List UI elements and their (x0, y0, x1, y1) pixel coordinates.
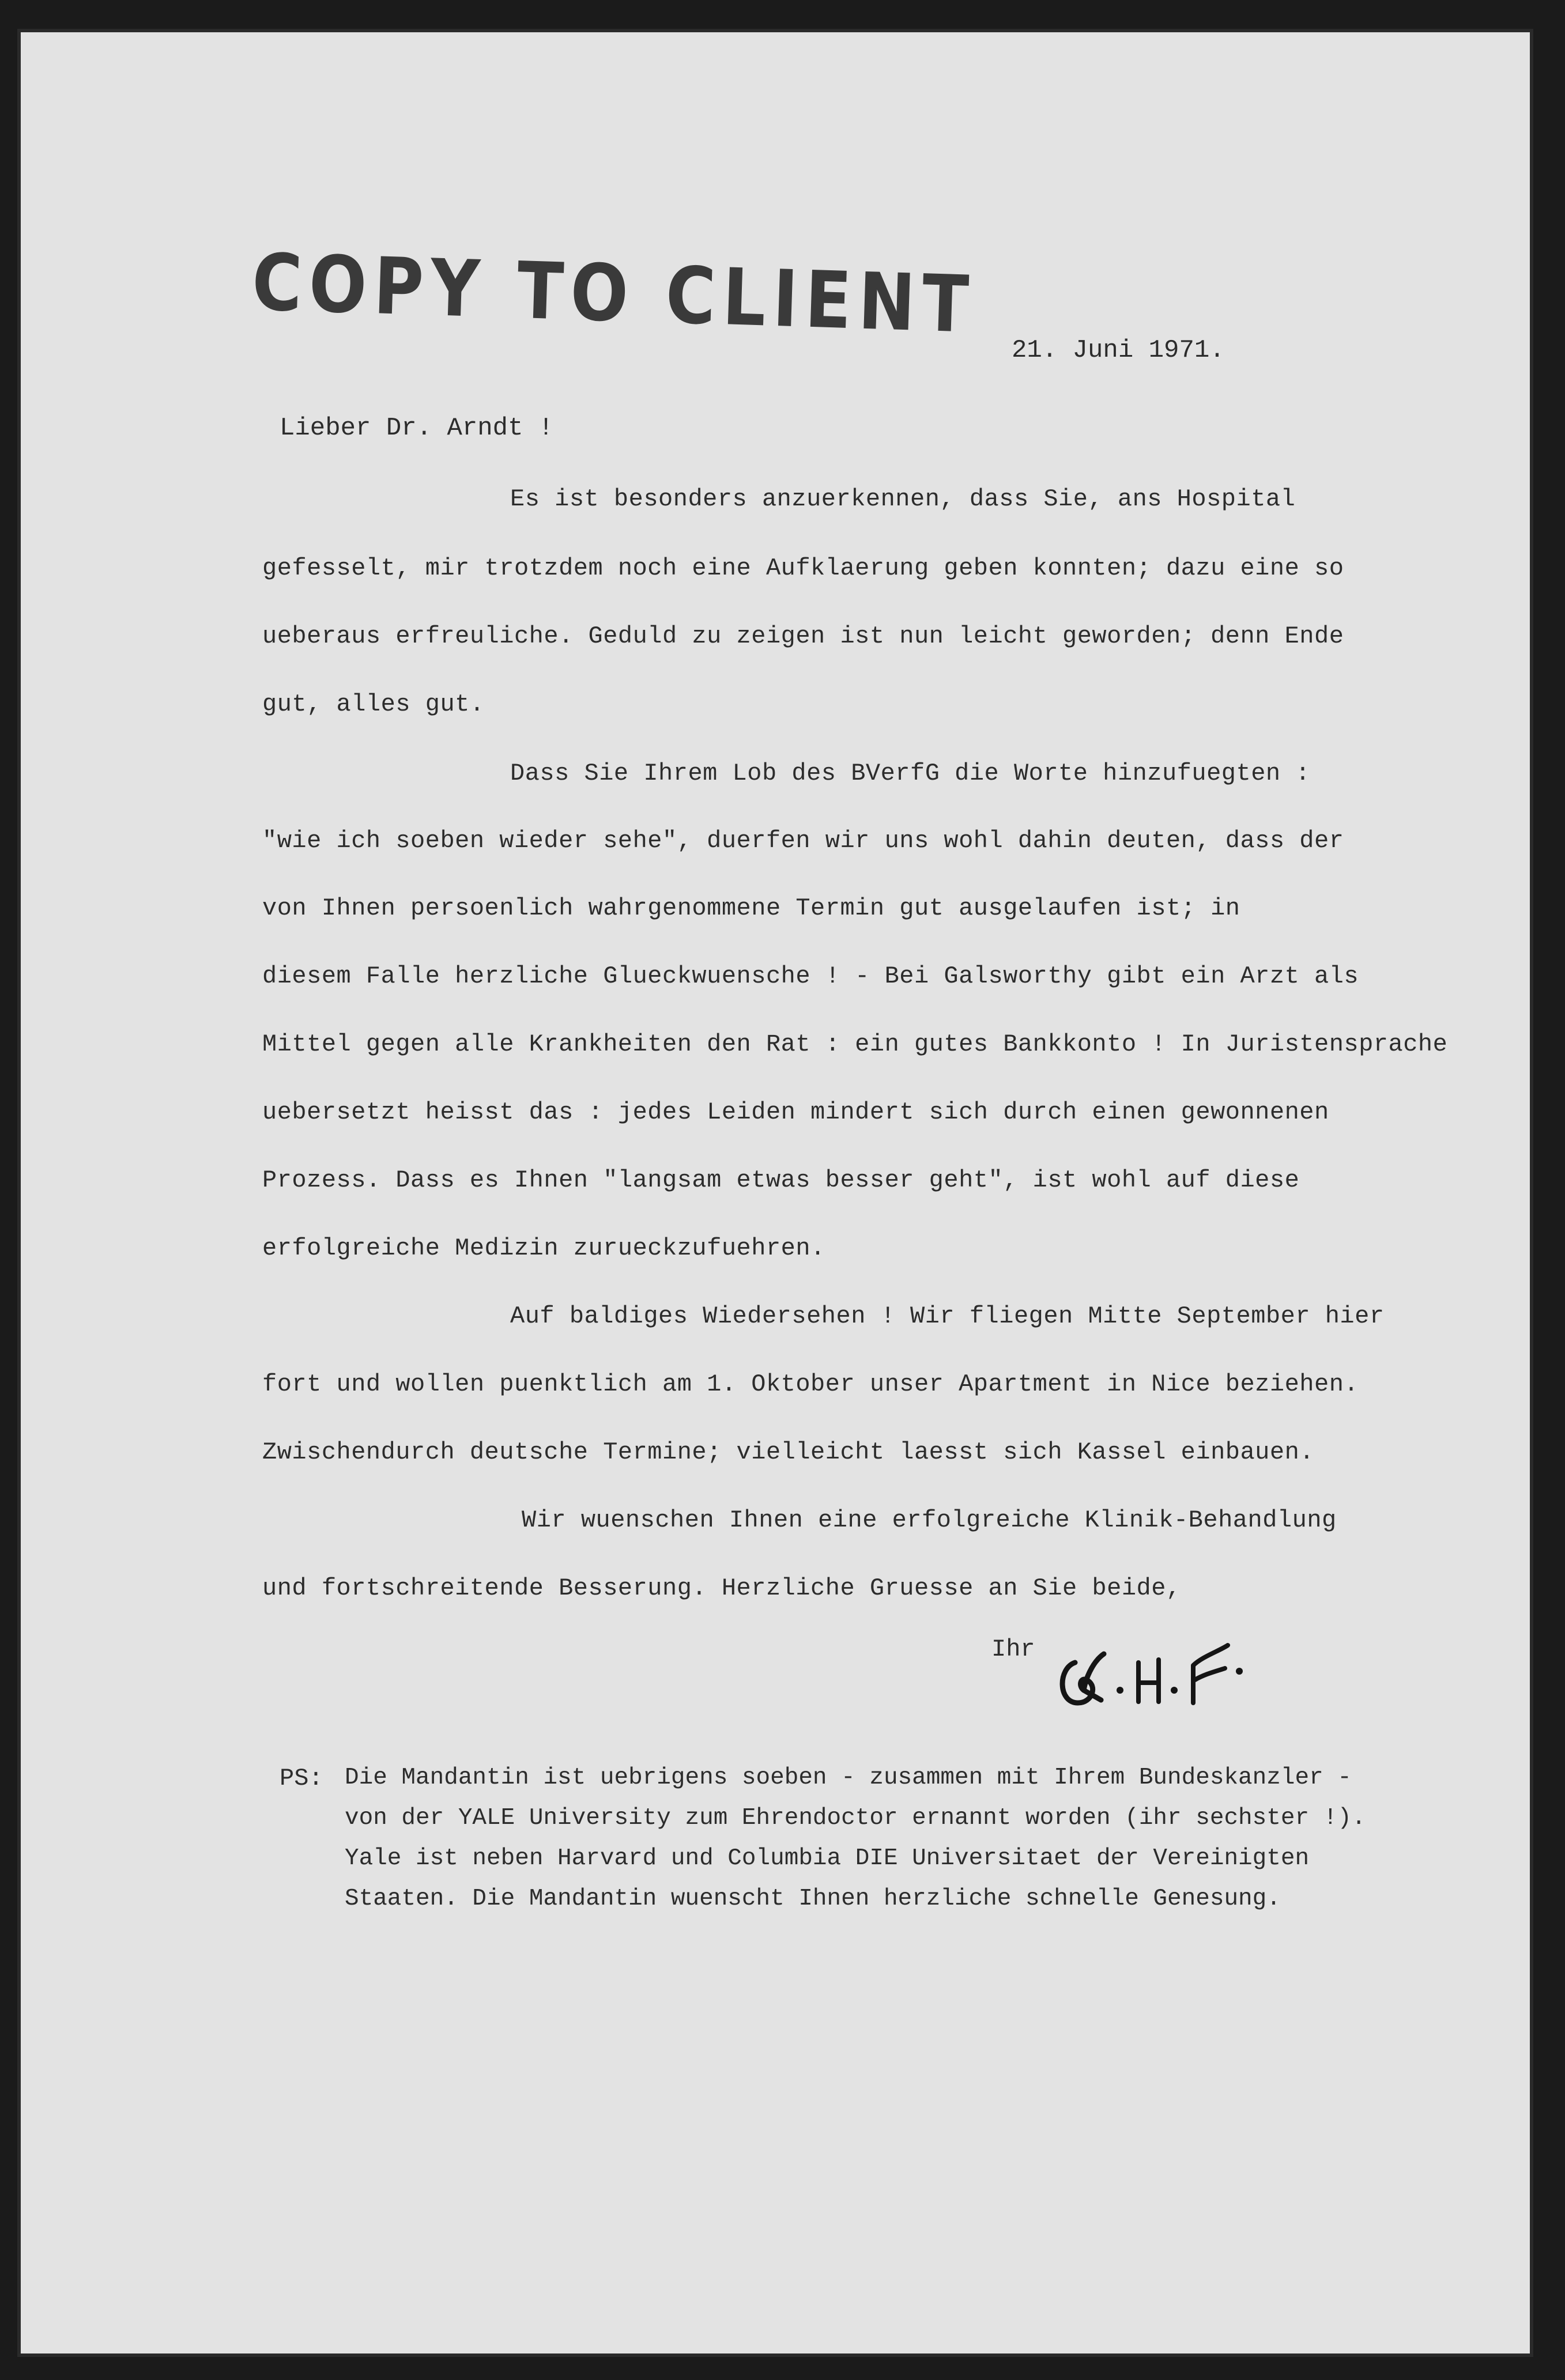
ps-line: Staaten. Die Mandantin wuenscht Ihnen herzliche schnelle Genesung. (345, 1886, 1281, 1912)
body-line: von Ihnen persoenlich wahrgenommene Termin gut ausgelaufen ist; in (262, 894, 1240, 922)
body-line: "wie ich soeben wieder sehe", duerfen wir uns wohl dahin deuten, dass der (262, 827, 1344, 855)
body-line: Es ist besonders anzuerkennen, dass Sie, ans Hospital (510, 485, 1296, 513)
letter-page (17, 29, 1533, 2357)
body-line: und fortschreitende Besserung. Herzliche Gruesse an Sie beide, (262, 1574, 1181, 1602)
closing-word: Ihr (991, 1635, 1035, 1663)
body-line: Dass Sie Ihrem Lob des BVerfG die Worte hinzufuegten : (510, 760, 1311, 787)
body-line: Mittel gegen alle Krankheiten den Rat : ein gutes Bankkonto ! In Juristensprache (262, 1030, 1448, 1058)
ps-line: von der YALE University zum Ehrendoctor ernannt worden (ihr sechster !). (345, 1805, 1366, 1831)
ps-line: Die Mandantin ist uebrigens soeben - zusammen mit Ihrem Bundeskanzler - (345, 1765, 1352, 1791)
body-line: Auf baldiges Wiedersehen ! Wir fliegen Mitte September hier (510, 1302, 1385, 1330)
body-line: gut, alles gut. (262, 690, 485, 718)
body-line: diesem Falle herzliche Glueckwuensche ! - Bei Galsworthy gibt ein Arzt als (262, 962, 1359, 990)
body-line: Zwischendurch deutsche Termine; vielleicht laesst sich Kassel einbauen. (262, 1438, 1314, 1466)
ps-label: PS: (280, 1765, 323, 1792)
body-line: gefesselt, mir trotzdem noch eine Aufklaerung geben konnten; dazu eine so (262, 554, 1344, 582)
body-line: Prozess. Dass es Ihnen "langsam etwas besser geht", ist wohl auf diese (262, 1166, 1300, 1194)
handwritten-signature (1052, 1628, 1259, 1720)
body-line: fort und wollen puenktlich am 1. Oktober unser Apartment in Nice beziehen. (262, 1370, 1359, 1398)
body-line: Wir wuenschen Ihnen eine erfolgreiche Klinik-Behandlung (522, 1506, 1337, 1534)
copy-to-client-stamp: COPY TO CLIENT (251, 236, 977, 351)
body-line: ueberaus erfreuliche. Geduld zu zeigen ist nun leicht geworden; denn Ende (262, 622, 1344, 650)
body-line: uebersetzt heisst das : jedes Leiden mindert sich durch einen gewonnenen (262, 1098, 1329, 1126)
letter-date: 21. Juni 1971. (1012, 336, 1225, 365)
body-line: erfolgreiche Medizin zurueckzufuehren. (262, 1234, 825, 1262)
salutation: Lieber Dr. Arndt ! (280, 414, 554, 443)
ps-line: Yale ist neben Harvard und Columbia DIE Universitaet der Vereinigten (345, 1845, 1310, 1872)
